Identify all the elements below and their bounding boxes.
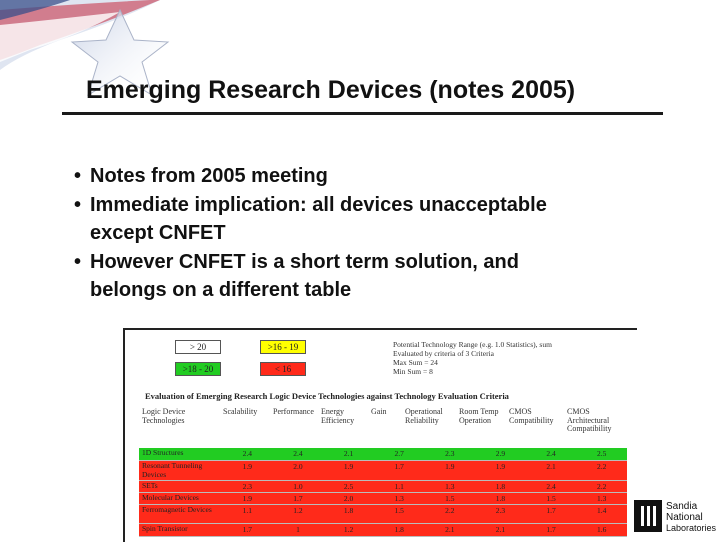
cell: 1.9 — [495, 462, 506, 471]
table-row — [139, 505, 627, 524]
table-row — [139, 448, 627, 461]
row-label: Ferromagnetic Devices — [142, 505, 212, 514]
cell: 2.7 — [394, 449, 404, 458]
bullet-marker: • — [74, 250, 82, 273]
sandia-logo — [632, 496, 716, 536]
cell: 2.1 — [445, 525, 455, 534]
legend-swatch-white — [175, 340, 221, 354]
table-caption: Evaluation of Emerging Research Logic Device Technologies against Technology Evaluation Criteria — [145, 391, 509, 401]
row-label: Spin Transistor — [142, 524, 188, 533]
table-row — [139, 524, 627, 537]
cell: 1.5 — [445, 494, 455, 503]
table-row — [139, 481, 627, 493]
bullet-text-continued: belongs on a different table — [90, 279, 352, 301]
cell: 1.9 — [242, 494, 252, 503]
cell: 1.8 — [495, 494, 506, 503]
cell: 1.6 — [597, 525, 607, 534]
cell: 1.5 — [394, 506, 404, 515]
cell: 2.1 — [495, 525, 506, 534]
title-underline — [62, 112, 663, 115]
cell: 2.1 — [546, 462, 556, 471]
cell: 1.2 — [293, 506, 303, 515]
table-row — [139, 493, 627, 505]
legend-note: Potential Technology Range (e.g. 1.0 Statistics), sum — [393, 340, 552, 349]
cell: 2.0 — [293, 462, 303, 471]
cell: 2.1 — [343, 449, 354, 458]
cell: 1.9 — [242, 462, 252, 471]
column-header: Energy Efficiency — [321, 407, 355, 425]
cell: 1.8 — [394, 525, 404, 534]
bullet-marker: • — [74, 193, 82, 216]
cell: 2.2 — [597, 462, 607, 471]
logo-text: Laboratories — [666, 523, 716, 533]
cell: 2.0 — [343, 494, 354, 503]
cell: 1.0 — [293, 482, 303, 491]
bullet-text-continued: except CNFET — [90, 222, 226, 244]
cell: 2.4 — [293, 449, 303, 458]
legend-notes — [393, 340, 552, 376]
cell: 1.7 — [242, 525, 252, 534]
slide-title: Emerging Research Devices (notes 2005) — [86, 76, 576, 104]
cell: 1.3 — [597, 494, 607, 503]
cell: 1 — [296, 525, 300, 534]
cell: 1.1 — [394, 482, 404, 491]
column-header: Scalability — [223, 407, 258, 416]
column-header: Operational Reliability — [405, 407, 443, 425]
cell: 1.7 — [546, 506, 556, 515]
cell: 1.7 — [293, 494, 303, 503]
row-label: SETs — [142, 481, 158, 490]
logo-text: Sandia — [666, 501, 698, 512]
cell: 1.3 — [445, 482, 455, 491]
cell: 2.2 — [597, 482, 607, 491]
cell: 2.9 — [495, 449, 506, 458]
bullet-item — [74, 248, 674, 305]
cell: 2.3 — [242, 482, 252, 491]
cell: 1.7 — [546, 525, 556, 534]
bullet-text: However CNFET is a short term solution, and — [90, 250, 519, 273]
evaluation-table-image — [123, 328, 637, 542]
legend-note: Evaluated by criteria of 3 Criteria — [393, 349, 494, 358]
cell: 1.9 — [343, 462, 354, 471]
logo-text: National — [666, 512, 703, 523]
cell: 1.8 — [343, 506, 354, 515]
column-header: Performance — [273, 407, 314, 416]
cell: 1.4 — [597, 506, 607, 515]
cell: 2.3 — [445, 449, 455, 458]
cell: 1.7 — [394, 462, 404, 471]
column-header: Room Temp Operation — [459, 407, 499, 425]
cell: 1.3 — [394, 494, 404, 503]
cell: 2.3 — [495, 506, 506, 515]
column-header: Logic Device Technologies — [142, 407, 186, 425]
cell: 1.8 — [495, 482, 506, 491]
bullet-item — [74, 162, 674, 191]
cell: 2.4 — [242, 449, 252, 458]
legend-label: < 16 — [274, 364, 292, 374]
legend-swatch-red — [260, 362, 306, 376]
row-label: 1D Structures — [142, 448, 184, 457]
cell: 1.1 — [242, 506, 252, 515]
sandia-thunderbird-icon — [632, 496, 716, 536]
cell: 1.2 — [343, 525, 354, 534]
bullet-marker: • — [74, 165, 82, 187]
bullet-text: Immediate implication: all devices unacceptable — [90, 193, 547, 216]
bullet-text: Notes from 2005 meeting — [90, 165, 328, 187]
cell: 1.9 — [445, 462, 455, 471]
cell: 1.5 — [546, 494, 556, 503]
bullet-item — [74, 191, 674, 248]
cell: 2.5 — [597, 449, 607, 458]
row-label: Resonant Tunneling Devices — [142, 461, 203, 479]
legend-swatch-green — [175, 362, 221, 376]
bullet-list — [74, 162, 674, 305]
legend-note: Max Sum = 24 — [393, 358, 438, 367]
table-row — [139, 461, 627, 481]
legend-label: >16 - 19 — [267, 342, 299, 352]
column-header: CMOS Compatibility — [509, 407, 554, 425]
column-header: Gain — [371, 407, 387, 416]
column-header: CMOS Architectural Compatibility — [567, 407, 612, 433]
cell: 2.2 — [445, 506, 455, 515]
legend-note: Min Sum = 8 — [393, 367, 433, 376]
legend-label: > 20 — [189, 342, 207, 352]
row-label: Molecular Devices — [142, 493, 199, 502]
legend-label: >18 - 20 — [182, 364, 214, 374]
cell: 2.5 — [343, 482, 354, 491]
cell: 2.4 — [546, 482, 556, 491]
legend-swatch-yellow — [260, 340, 306, 354]
cell: 2.4 — [546, 449, 556, 458]
